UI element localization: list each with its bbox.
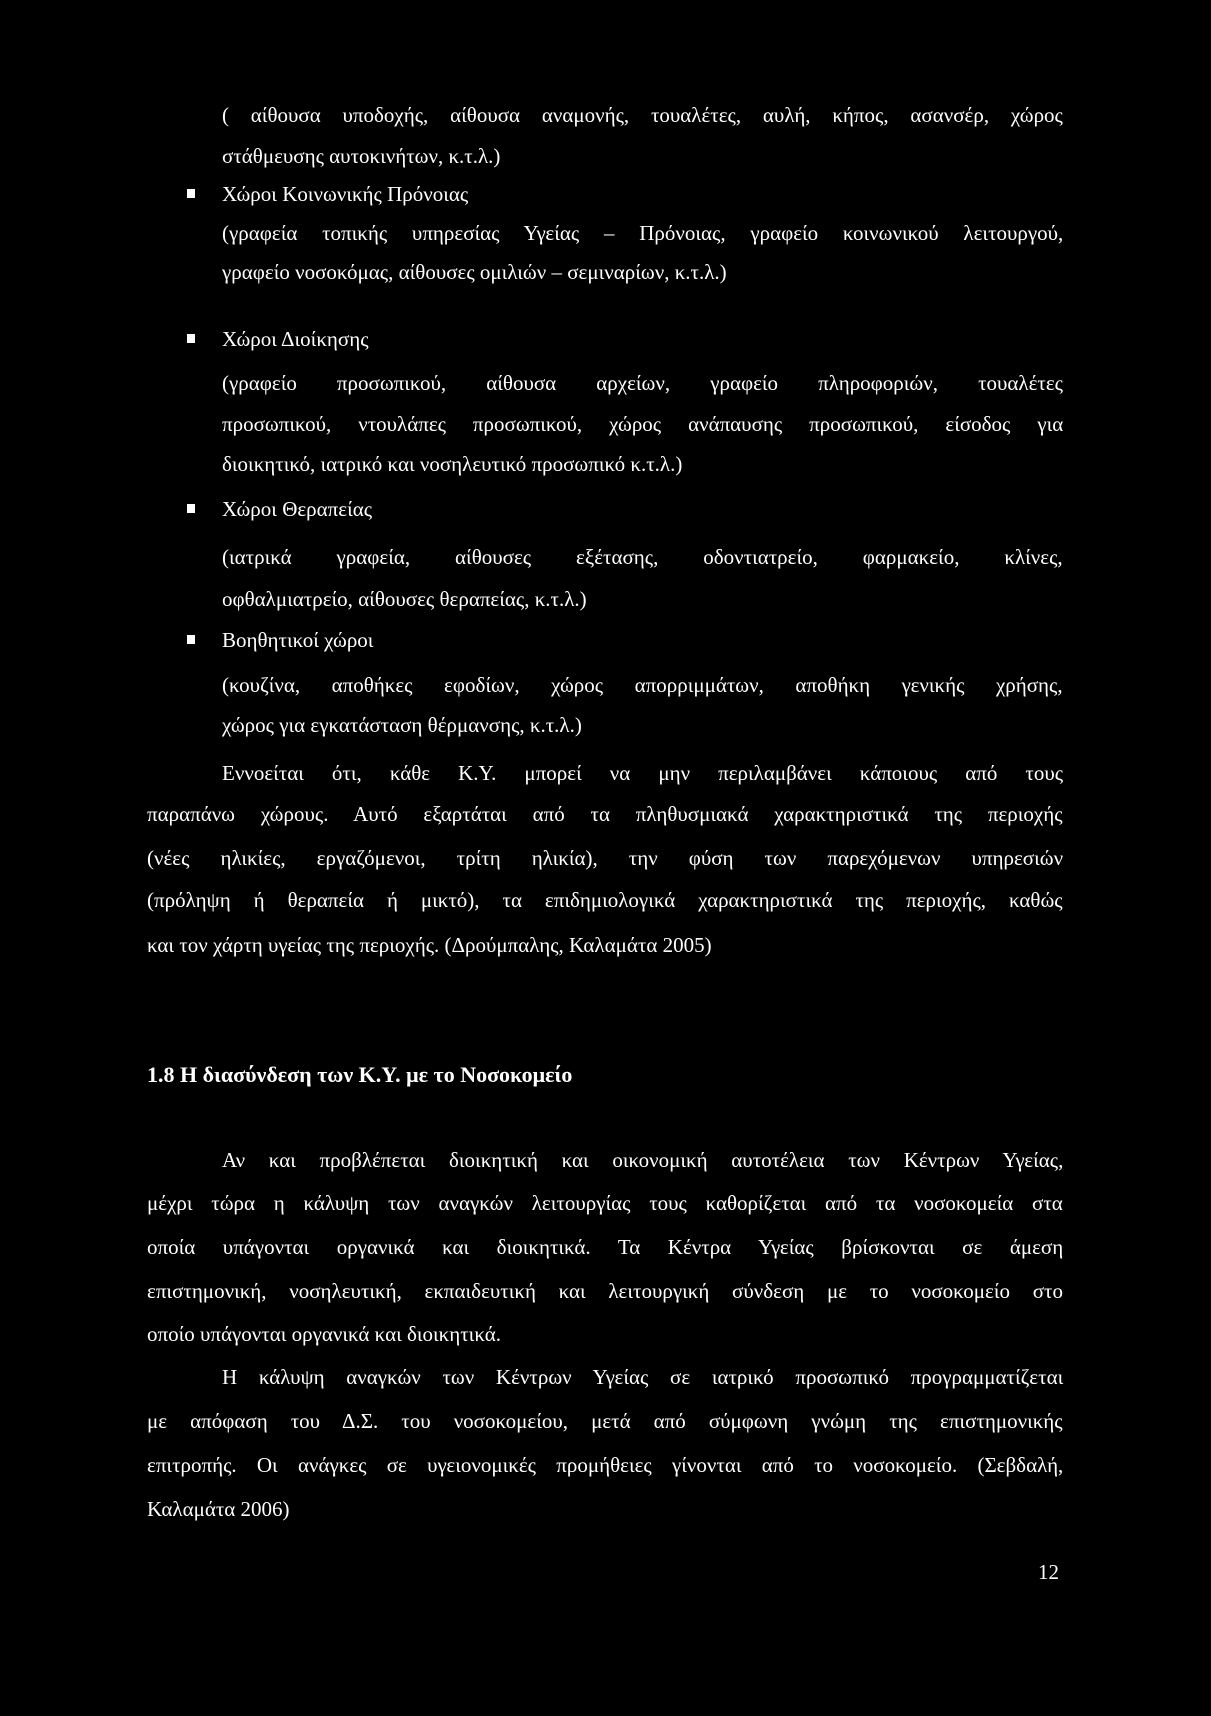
bullet-marker <box>187 189 195 198</box>
bullet-text-line: (γραφεία τοπικής υπηρεσίας Υγείας – Πρόνοιας, γραφείο κοινωνικού λειτουργού, <box>222 221 1064 245</box>
bullet-marker <box>187 334 195 343</box>
paragraph-line: οποία υπάγονται οργανικά και διοικητικά. Τα Κέντρα Υγείας βρίσκονται σε άμεση <box>147 1235 1064 1259</box>
bullet-marker <box>187 504 195 513</box>
bullet-marker <box>187 635 195 644</box>
paragraph-line: οποίο υπάγονται οργανικά και διοικητικά. <box>147 1322 501 1346</box>
summary-line: (πρόληψη ή θεραπεία ή μικτό), τα επιδημιολογικά χαρακτηριστικά της περιοχής, καθώς <box>147 888 1063 912</box>
paragraph-line: επιστημονική, νοσηλευτική, εκπαιδευτική και λειτουργική σύνδεση με το νοσοκομείο στο <box>147 1279 1063 1303</box>
summary-line: (νέες ηλικίες, εργαζόμενοι, τρίτη ηλικία), την φύση των παρεχόμενων υπηρεσιών <box>147 846 1064 870</box>
summary-line: Εννοείται ότι, κάθε Κ.Υ. μπορεί να μην περιλαμβάνει κάποιους από τους <box>222 761 1064 785</box>
bullet-text-line: διοικητικό, ιατρικό και νοσηλευτικό προσωπικό κ.τ.λ.) <box>222 452 683 476</box>
bullet-title-auxiliary: Βοηθητικοί χώροι <box>222 628 374 652</box>
bullet-text-line: γραφείο νοσοκόμας, αίθουσες ομιλιών – σεμιναρίων, κ.τ.λ.) <box>222 260 727 284</box>
paragraph-line: με απόφαση του Δ.Σ. του νοσοκομείου, μετά από σύμφωνη γνώμη της επιστημονικής <box>147 1409 1063 1433</box>
bullet-text-line: προσωπικού, ντουλάπες προσωπικού, χώρος ανάπαυσης προσωπικού, είσοδος για <box>222 412 1064 436</box>
intro-line-2: στάθμευσης αυτοκινήτων, κ.τ.λ.) <box>222 144 501 168</box>
bullet-text-line: (ιατρικά γραφεία, αίθουσες εξέτασης, οδοντιατρείο, φαρμακείο, κλίνες, <box>222 545 1063 569</box>
bullet-text-line: (γραφείο προσωπικού, αίθουσα αρχείων, γραφείο πληροφοριών, τουαλέτες <box>222 371 1063 395</box>
intro-line-1: ( αίθουσα υποδοχής, αίθουσα αναμονής, τουαλέτες, αυλή, κήπος, ασανσέρ, χώρος <box>222 103 1063 127</box>
paragraph-line: Αν και προβλέπεται διοικητική και οικονομική αυτοτέλεια των Κέντρων Υγείας, <box>222 1148 1064 1172</box>
bullet-title-administration: Χώροι Διοίκησης <box>222 327 369 351</box>
bullet-title-social-welfare: Χώροι Κοινωνικής Πρόνοιας <box>222 182 469 206</box>
bullet-text-line: οφθαλμιατρείο, αίθουσες θεραπείας, κ.τ.λ.) <box>222 587 587 611</box>
paragraph-line: Καλαμάτα 2006) <box>147 1497 290 1521</box>
bullet-title-therapy: Χώροι Θεραπείας <box>222 497 373 521</box>
summary-line: παραπάνω χώρους. Αυτό εξαρτάται από τα πληθυσμιακά χαρακτηριστικά της περιοχής <box>147 802 1063 826</box>
page-number: 12 <box>1038 1560 1059 1584</box>
bullet-text-line: (κουζίνα, αποθήκες εφοδίων, χώρος απορριμμάτων, αποθήκη γενικής χρήσης, <box>222 673 1063 697</box>
bullet-text-line: χώρος για εγκατάσταση θέρμανσης, κ.τ.λ.) <box>222 713 582 737</box>
section-heading: 1.8 Η διασύνδεση των Κ.Υ. με το Νοσοκομείο <box>147 1062 573 1087</box>
summary-line: και τον χάρτη υγείας της περιοχής. (Δρούμπαλης, Καλαμάτα 2005) <box>147 933 712 957</box>
paragraph-line: Η κάλυψη αναγκών των Κέντρων Υγείας σε ιατρικό προσωπικό προγραμματίζεται <box>222 1365 1064 1389</box>
paragraph-line: μέχρι τώρα η κάλυψη των αναγκών λειτουργίας τους καθορίζεται από τα νοσοκομεία στα <box>147 1191 1063 1215</box>
paragraph-line: επιτροπής. Οι ανάγκες σε υγειονομικές προμήθειες γίνονται από το νοσοκομείο. (Σεβδαλή, <box>147 1453 1064 1477</box>
